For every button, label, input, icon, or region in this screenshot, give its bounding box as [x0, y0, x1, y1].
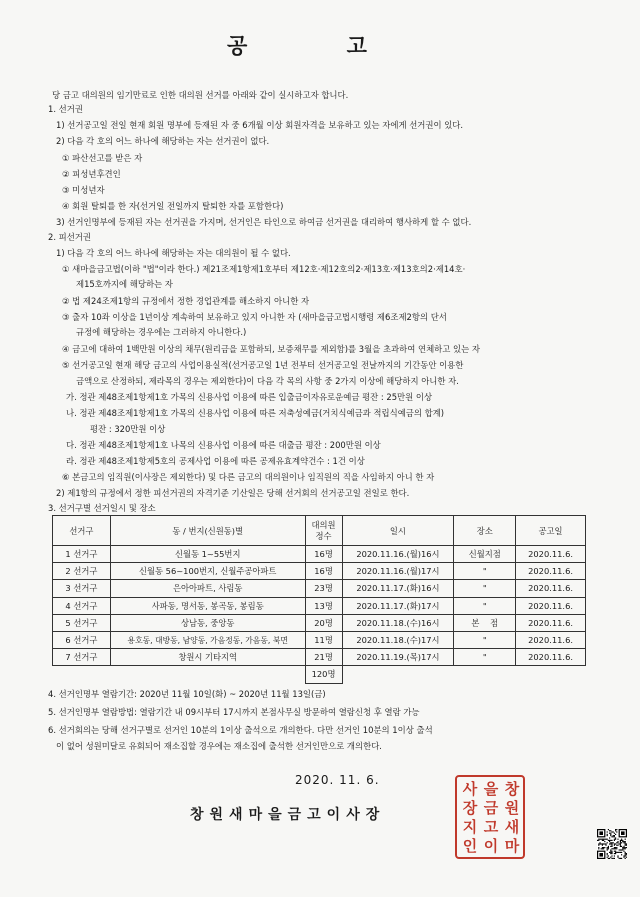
- qr-module: [610, 851, 611, 852]
- qr-module: [605, 845, 606, 846]
- datetime-cell: 2020.11.18.(수)17시: [342, 631, 454, 648]
- area-cell: 사파동, 명서동, 봉곡동, 봉림동: [110, 597, 305, 614]
- seal-graphic: [457, 777, 523, 857]
- notice-date-cell: 2020.11.6.: [516, 614, 586, 631]
- qr-module: [610, 853, 611, 854]
- qr-module: [619, 852, 620, 853]
- qr-module: [604, 841, 605, 842]
- qr-module: [614, 847, 615, 848]
- qr-module: [625, 858, 626, 859]
- qr-module: [611, 845, 612, 846]
- qr-module: [621, 842, 622, 843]
- section2-subitem: 나. 정관 제48조제1항제1호 가목의 신용사업 이용에 따른 저축성예금(거치식예금과 적립식예금의 합계): [66, 408, 445, 418]
- qr-module: [599, 839, 600, 840]
- qr-module: [615, 839, 616, 840]
- qr-module: [609, 830, 610, 831]
- qr-module: [609, 833, 610, 834]
- section6-text: 6. 선거회의는 당해 선거구별로 선거인 10분의 1이상 출석으로 개의한다. 다만 선거인 10분의 1이상 출석: [48, 725, 433, 735]
- section2-item: ⑤ 선거공고일 현재 해당 금고의 사업이용실적(선거공고일 1년 전부터 선거공고일 전날까지의 기간동안 이용한: [62, 360, 464, 370]
- qr-module: [615, 843, 616, 844]
- notice-title: 공 고: [227, 34, 413, 58]
- place-cell: ": [454, 580, 516, 597]
- qr-module: [609, 843, 610, 844]
- area-cell: 상남동, 중앙동: [110, 614, 305, 631]
- notice-date-cell: 2020.11.6.: [516, 563, 586, 580]
- section1-heading: 1. 선거권: [48, 104, 83, 114]
- qr-module: [610, 843, 611, 844]
- qr-module: [617, 855, 618, 856]
- datetime-cell: 2020.11.17.(화)17시: [342, 597, 454, 614]
- qr-module: [616, 848, 617, 849]
- qr-module: [610, 842, 611, 843]
- qr-module: [615, 847, 616, 848]
- notice-date-cell: 2020.11.6.: [516, 580, 586, 597]
- qr-module: [625, 845, 626, 846]
- qr-module: [617, 839, 618, 840]
- qr-module: [616, 852, 617, 853]
- qr-module: [620, 843, 621, 844]
- qr-module: [603, 848, 604, 849]
- qr-code-icon: [597, 829, 627, 859]
- section2-p2: 2) 제1항의 규정에서 정한 피선거권의 자격기준 기산일은 당해 선거회의 선거공고일 전일로 한다.: [56, 488, 410, 498]
- header-cell: 선거구: [53, 516, 111, 546]
- notice-date-cell: 2020.11.6.: [516, 649, 586, 666]
- qr-module: [621, 849, 622, 850]
- qr-module: [607, 854, 608, 855]
- qr-module: [610, 830, 611, 831]
- quota-cell: 11명: [305, 631, 342, 648]
- qr-module: [607, 847, 608, 848]
- area-cell: 용호동, 대방동, 남양동, 가음정동, 가음동, 북면: [110, 631, 305, 648]
- seal-character: 금: [483, 799, 499, 817]
- qr-module: [608, 829, 609, 830]
- qr-module: [623, 857, 624, 858]
- area-cell: 신월동 1~55번지: [110, 546, 305, 563]
- table-row: [53, 580, 586, 597]
- header-cell: 대의원 정수: [305, 516, 342, 546]
- qr-module: [607, 834, 608, 835]
- qr-module: [598, 845, 599, 846]
- qr-module: [620, 845, 621, 846]
- qr-module: [614, 836, 615, 837]
- quota-cell: 23명: [305, 580, 342, 597]
- qr-module: [614, 848, 615, 849]
- header-cell: 일시: [342, 516, 454, 546]
- qr-module: [615, 837, 616, 838]
- qr-module: [620, 840, 621, 841]
- qr-module: [626, 857, 627, 858]
- quota-cell: 20명: [305, 614, 342, 631]
- blank-cell: [110, 666, 305, 683]
- section1-item: ④ 회원 탈퇴를 한 자(선거일 전일까지 탈퇴한 자를 포함한다): [62, 201, 284, 211]
- header-cell: 공고일: [516, 516, 586, 546]
- qr-module: [613, 842, 614, 843]
- seal-character: 장: [462, 799, 478, 817]
- qr-module: [602, 843, 603, 844]
- seal-character: 창: [504, 780, 520, 798]
- qr-module: [615, 851, 616, 852]
- section2-item: ④ 금고에 대하여 1백만원 이상의 채무(원리금을 포함하되, 보증채무를 제외함)를 3월을 초과하여 연체하고 있는 자: [62, 344, 480, 354]
- qr-module: [620, 841, 621, 842]
- section2-heading: 2. 피선거권: [48, 232, 92, 242]
- qr-module: [622, 840, 623, 841]
- qr-module: [607, 831, 608, 832]
- qr-module: [625, 842, 626, 843]
- qr-module: [626, 847, 627, 848]
- qr-module: [613, 831, 614, 832]
- section6-text-cont: 이 없어 성원미달로 유회되어 재소집할 경우에는 재소집에 출석한 선거인만으로 개의한다.: [56, 741, 382, 751]
- qr-module: [626, 845, 627, 846]
- qr-module: [623, 855, 624, 856]
- qr-module: [622, 847, 623, 848]
- district-cell: 1 선거구: [53, 546, 111, 563]
- qr-module: [603, 847, 604, 848]
- qr-module: [607, 848, 608, 849]
- table-row: [53, 649, 586, 666]
- qr-module: [619, 858, 620, 859]
- qr-module: [602, 847, 603, 848]
- qr-module: [610, 852, 611, 853]
- qr-module: [614, 853, 615, 854]
- qr-module: [611, 852, 612, 853]
- qr-module: [607, 857, 608, 858]
- datetime-cell: 2020.11.16.(월)17시: [342, 563, 454, 580]
- section2-item: ③ 출자 10좌 이상을 1년이상 계속하여 보유하고 있지 아니한 자 (새마을금고법시행령 제6조제2항의 단서: [62, 312, 447, 322]
- qr-module: [613, 858, 614, 859]
- area-cell: 은아아파트, 사림동: [110, 580, 305, 597]
- qr-module: [607, 849, 608, 850]
- qr-module: [611, 840, 612, 841]
- quota-cell: 21명: [305, 649, 342, 666]
- qr-module: [626, 853, 627, 854]
- table-row: [53, 597, 586, 614]
- qr-module: [615, 830, 616, 831]
- seal-character: 을: [483, 780, 499, 798]
- qr-module: [619, 849, 620, 850]
- qr-module: [610, 834, 611, 835]
- section1-item: ① 파산선고를 받은 자: [62, 153, 143, 163]
- qr-module: [615, 829, 616, 830]
- notice-date-cell: 2020.11.6.: [516, 546, 586, 563]
- qr-module: [620, 852, 621, 853]
- datetime-cell: 2020.11.19.(목)17시: [342, 649, 454, 666]
- qr-module: [614, 843, 615, 844]
- qr-module: [616, 845, 617, 846]
- qr-module: [613, 835, 614, 836]
- datetime-cell: 2020.11.18.(수)16시: [342, 614, 454, 631]
- quota-cell: 16명: [305, 563, 342, 580]
- qr-module: [605, 839, 606, 840]
- qr-module: [623, 847, 624, 848]
- qr-module: [610, 840, 611, 841]
- qr-module: [616, 829, 617, 830]
- section1-item: ③ 미성년자: [62, 185, 105, 195]
- qr-module: [598, 848, 599, 849]
- qr-module: [602, 840, 603, 841]
- seal-character: 새: [504, 818, 520, 836]
- qr-module: [611, 858, 612, 859]
- blank-cell: [342, 666, 454, 683]
- area-cell: 창원시 기타지역: [110, 649, 305, 666]
- section2-item: 규정에 해당하는 경우에는 그러하지 아니한다.): [76, 327, 247, 337]
- qr-module: [605, 843, 606, 844]
- qr-module: [625, 853, 626, 854]
- qr-module: [620, 846, 621, 847]
- section2-item: ① 새마을금고법(이하 "법"이라 한다.) 제21조제1항제1호부터 제12호·제12호의2·제13호·제13호의2·제14호·: [62, 264, 466, 274]
- qr-module: [614, 840, 615, 841]
- qr-module: [622, 841, 623, 842]
- place-cell: ": [454, 631, 516, 648]
- header-cell: 동 / 번지(신원동)별: [110, 516, 305, 546]
- qr-module: [625, 847, 626, 848]
- seal-character: 이: [483, 837, 499, 855]
- qr-module: [607, 835, 608, 836]
- qr-module: [608, 847, 609, 848]
- qr-module: [625, 852, 626, 853]
- qr-module: [616, 831, 617, 832]
- district-cell: 6 선거구: [53, 631, 111, 648]
- qr-module: [601, 839, 602, 840]
- qr-module: [614, 839, 615, 840]
- blank-cell: [53, 666, 111, 683]
- datetime-cell: 2020.11.17.(화)16시: [342, 580, 454, 597]
- area-cell: 신월동 56~100번지, 신월주공아파트: [110, 563, 305, 580]
- qr-module: [615, 848, 616, 849]
- place-cell: 신월지점: [454, 546, 516, 563]
- qr-module: [621, 852, 622, 853]
- qr-module: [623, 842, 624, 843]
- qr-module: [625, 839, 626, 840]
- seal-character: 사: [462, 780, 478, 798]
- table-row: [53, 631, 586, 648]
- qr-module: [617, 845, 618, 846]
- qr-module: [614, 855, 615, 856]
- qr-module: [623, 851, 624, 852]
- qr-module: [607, 853, 608, 854]
- seal-character: 고: [483, 818, 499, 836]
- qr-module: [609, 841, 610, 842]
- place-cell: ": [454, 649, 516, 666]
- election-schedule-table: [52, 515, 586, 684]
- qr-finder: [599, 831, 603, 835]
- qr-module: [617, 841, 618, 842]
- qr-module: [619, 843, 620, 844]
- qr-module: [623, 841, 624, 842]
- qr-module: [626, 843, 627, 844]
- section2-item: 금액으로 산정하되, 제라목의 경우는 제외한다)이 다음 각 목의 사항 중 2가지 이상에 해당하지 아니한 자.: [76, 376, 459, 386]
- qr-module: [625, 843, 626, 844]
- qr-module: [622, 849, 623, 850]
- table-row: [53, 614, 586, 631]
- notice-date-cell: 2020.11.6.: [516, 597, 586, 614]
- header-cell: 장소: [454, 516, 516, 546]
- qr-module: [615, 853, 616, 854]
- qr-module: [608, 848, 609, 849]
- qr-module: [603, 839, 604, 840]
- qr-module: [614, 833, 615, 834]
- qr-module: [622, 848, 623, 849]
- section1-item: ② 피성년후견인: [62, 169, 121, 179]
- qr-module: [617, 852, 618, 853]
- qr-module: [621, 840, 622, 841]
- table-row: [53, 546, 586, 563]
- qr-module: [607, 842, 608, 843]
- qr-module: [603, 840, 604, 841]
- district-cell: 3 선거구: [53, 580, 111, 597]
- section2-subitem: 평잔 : 320만원 이상: [90, 424, 166, 434]
- qr-module: [602, 848, 603, 849]
- quota-cell: 13명: [305, 597, 342, 614]
- seal-character: 원: [504, 799, 520, 817]
- qr-module: [610, 846, 611, 847]
- blank-cell: [516, 666, 586, 683]
- qr-module: [598, 839, 599, 840]
- table-header-row: [53, 516, 586, 546]
- qr-module: [626, 854, 627, 855]
- section2-subitem: 라. 정관 제48조제1항제5호의 공제사업 이용에 따른 공제유효계약건수 : 1건 이상: [66, 456, 365, 466]
- qr-module: [623, 846, 624, 847]
- qr-module: [604, 839, 605, 840]
- qr-module: [614, 858, 615, 859]
- qr-module: [608, 846, 609, 847]
- qr-module: [613, 848, 614, 849]
- qr-module: [608, 840, 609, 841]
- qr-module: [625, 848, 626, 849]
- qr-module: [620, 849, 621, 850]
- qr-module: [610, 835, 611, 836]
- qr-module: [621, 854, 622, 855]
- qr-module: [609, 840, 610, 841]
- table-total-row: [53, 666, 586, 683]
- notice-date: 2020. 11. 6.: [295, 773, 380, 787]
- table-row: [53, 563, 586, 580]
- section2-p1: 1) 다음 각 호의 어느 하나에 해당하는 자는 대의원이 될 수 없다.: [56, 248, 291, 258]
- qr-module: [613, 836, 614, 837]
- seal-character: 인: [462, 837, 478, 855]
- qr-module: [611, 853, 612, 854]
- qr-module: [609, 837, 610, 838]
- qr-module: [614, 835, 615, 836]
- section2-item: 제15호까지에 해당하는 자: [76, 279, 173, 289]
- qr-module: [609, 852, 610, 853]
- qr-module: [610, 849, 611, 850]
- qr-module: [601, 843, 602, 844]
- qr-module: [599, 843, 600, 844]
- section1-p1: 1) 선거공고일 전일 현재 회원 명부에 등재된 자 중 6개월 이상 회원자격을 보유하고 있는 자에게 선거권이 있다.: [56, 120, 464, 130]
- qr-module: [615, 834, 616, 835]
- qr-module: [621, 839, 622, 840]
- qr-module: [611, 836, 612, 837]
- place-cell: ": [454, 563, 516, 580]
- qr-module: [621, 846, 622, 847]
- qr-module: [625, 854, 626, 855]
- qr-module: [620, 842, 621, 843]
- qr-module: [621, 858, 622, 859]
- qr-module: [614, 851, 615, 852]
- qr-module: [625, 855, 626, 856]
- qr-module: [608, 858, 609, 859]
- qr-module: [616, 842, 617, 843]
- qr-module: [598, 847, 599, 848]
- qr-module: [617, 857, 618, 858]
- qr-module: [611, 846, 612, 847]
- district-cell: 4 선거구: [53, 597, 111, 614]
- qr-module: [604, 843, 605, 844]
- qr-module: [609, 858, 610, 859]
- qr-module: [620, 858, 621, 859]
- qr-module: [611, 843, 612, 844]
- quota-cell: 16명: [305, 546, 342, 563]
- section1-p2: 2) 다음 각 호의 어느 하나에 해당하는 자는 선거권이 없다.: [56, 136, 270, 146]
- qr-module: [602, 845, 603, 846]
- place-cell: ": [454, 597, 516, 614]
- qr-module: [625, 841, 626, 842]
- qr-module: [608, 855, 609, 856]
- section3-heading: 3. 선거구별 선거일시 및 장소: [48, 503, 156, 513]
- qr-module: [610, 857, 611, 858]
- qr-finder: [599, 853, 603, 857]
- qr-module: [611, 842, 612, 843]
- qr-module: [598, 843, 599, 844]
- qr-module: [616, 847, 617, 848]
- section5-text: 5. 선거인명부 열람방법: 열람기간 내 09시부터 17시까지 본점사무실 방문하여 열람신청 후 열람 가능: [48, 707, 420, 717]
- notice-date-cell: 2020.11.6.: [516, 631, 586, 648]
- datetime-cell: 2020.11.16.(월)16시: [342, 546, 454, 563]
- section2-item: ⑥ 본금고의 임직원(이사장은 제외한다) 및 다른 금고의 대의원이나 임직원의 직을 사임하지 아니 한 자: [62, 472, 435, 482]
- qr-module: [611, 831, 612, 832]
- qr-module: [614, 845, 615, 846]
- section2-subitem: 가. 정관 제48조제1항제1호 가목의 신용사업 이용에 따른 입출금이자유로운예금 평잔 : 25만원 이상: [66, 392, 433, 402]
- section4-text: 4. 선거인명부 열람기간: 2020년 11월 10일(화) ~ 2020년 11월 13일(금): [48, 689, 326, 699]
- intro-text: 당 금고 대의원의 임기만료로 인한 대의원 선거를 아래와 같이 실시하고자 합니다.: [52, 90, 349, 100]
- qr-module: [617, 842, 618, 843]
- qr-module: [611, 848, 612, 849]
- total-quota-cell: 120명: [305, 666, 342, 683]
- blank-cell: [454, 666, 516, 683]
- section1-p3: 3) 선거인명부에 등재된 자는 선거권을 가지며, 선거인은 타인으로 하여금 선거권을 대리하여 행사하게 할 수 없다.: [56, 217, 472, 227]
- qr-finder: [621, 831, 625, 835]
- issuer-signature: 창원새마을금고이사장: [190, 807, 386, 823]
- qr-module: [615, 852, 616, 853]
- district-cell: 7 선거구: [53, 649, 111, 666]
- section2-item: ② 법 제24조제1항의 규정에서 정한 경업관계를 해소하지 아니한 자: [62, 296, 310, 306]
- qr-module: [598, 840, 599, 841]
- district-cell: 2 선거구: [53, 563, 111, 580]
- qr-graphic: [597, 829, 627, 859]
- district-cell: 5 선거구: [53, 614, 111, 631]
- qr-module: [599, 842, 600, 843]
- seal-character: 지: [462, 818, 478, 836]
- qr-module: [607, 839, 608, 840]
- qr-module: [611, 855, 612, 856]
- place-cell: 본 점: [454, 614, 516, 631]
- section2-subitem: 다. 정관 제48조제1항제1호 나목의 신용사업 이용에 따른 대출금 평잔 : 200만원 이상: [66, 440, 381, 450]
- qr-module: [623, 848, 624, 849]
- official-seal-icon: [455, 775, 525, 859]
- qr-module: [611, 851, 612, 852]
- qr-module: [597, 840, 598, 841]
- seal-character: 마: [504, 837, 520, 855]
- qr-module: [602, 839, 603, 840]
- qr-module: [601, 848, 602, 849]
- qr-module: [610, 833, 611, 834]
- qr-module: [603, 843, 604, 844]
- qr-module: [604, 847, 605, 848]
